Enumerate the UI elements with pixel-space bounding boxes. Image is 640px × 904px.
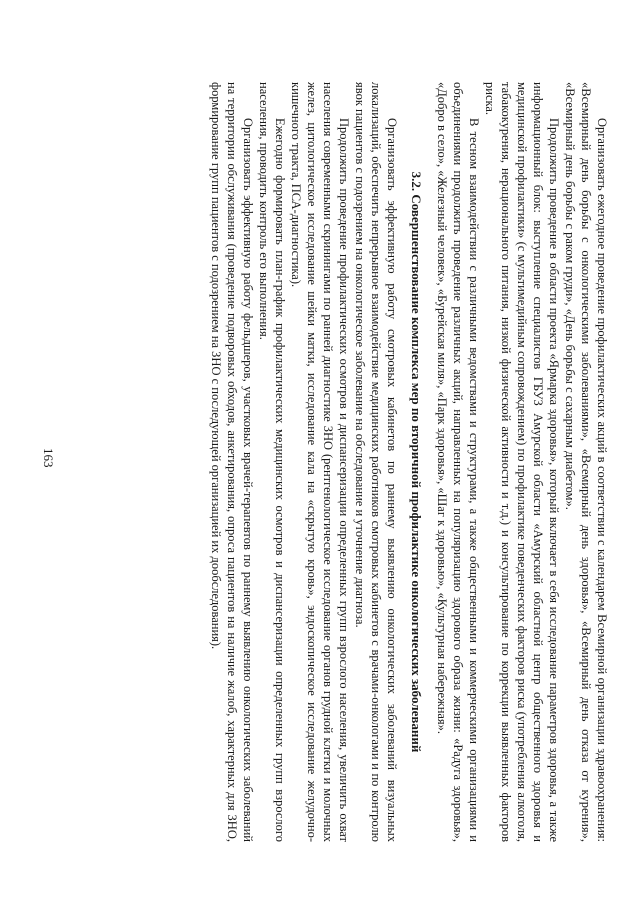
section-heading: 3.2. Совершенствование комплекса мер по вторичной профилактике онкологических заболеваний	[409, 171, 424, 753]
paragraph: Организовать эффективную работу смотровых кабинетов по раннему выявлению онкологических заболеваний визуальных локализаций, обеспечить непрерывное взаимодействие медицинских работников смотровых кабинетов с врачами-онкологами и по контролю явок пациентов с подозрением на онкологическое заболевание на обследование и уточнение диагноза.	[353, 82, 399, 842]
paragraph: Продолжить проведение профилактических осмотров и диспансеризации определенных групп взрослого населения, увеличить охват населения современными скринингами по ранней диагностике ЗНО (рентгенологическое исследование органов грудной клетки и молочных желез, цитологическое исследование шейки матки, исследование кала на «скрытую кровь», эндоскопическое исследование желудочно-кишечного тракта, ПСА-диагностика).	[289, 82, 351, 842]
paragraph: В тесном взаимодействии с различными ведомствами и структурами, а также общественными и коммерческими организациями и объединениями продолжить проведение различных акций, направленных на популяризацию здорового образа жизни: «Радуга здоровья», «Добро в село», «Железный человек», «Бурейская миля», «Парк здоровья», «Шаг к здоровью», «Культурная набережная».	[435, 82, 481, 842]
paragraph: Организовать ежегодное проведение профилактических акций в соответствии с календарем Всемирной организации здравоохранения: «Всемирный день борьбы с онкологическими заболеваниями», «Всемирный день здоровья», «Всемирный день отказа от курения», «Всемирный день борьбы с раком груди», «День борьбы с сахарным диабетом».	[563, 82, 609, 842]
page-body	[70, 82, 610, 842]
paragraph: Ежегодно формировать план-график профилактических медицинских осмотров и диспансеризации определенных групп взрослого населения, проводить контроль его выполнения.	[257, 82, 287, 842]
paragraph: Организовать эффективную работу фельдшеров, участковых врачей-терапевтов по раннему выявлению онкологических заболеваний на территории обслуживания (проведение подворовых обходов, анкетирования, опроса пациентов на наличие жалоб, характерных для ЗНО, формирование групп пациентов с подозрением на ЗНО с последующей организацией их дообследования).	[209, 82, 255, 842]
paragraph: Продолжить проведение в области проекта «Ярмарка здоровья», который включает в себя исследование параметров здоровья, а также информационный блок: выступление специалистов ГБУЗ Амурской области «Амурский областной центр общественного здоровья и медицинской профилактики» (с мультимедийным сопровождением) по профилактике поведенческих факторов риска (употребления алкоголя, табакокурения, нерационального питания, низкой физической активности и т.д.) и консультирование по коррекции выявленных факторов риска.	[483, 82, 561, 842]
page-number: 163	[41, 448, 56, 468]
